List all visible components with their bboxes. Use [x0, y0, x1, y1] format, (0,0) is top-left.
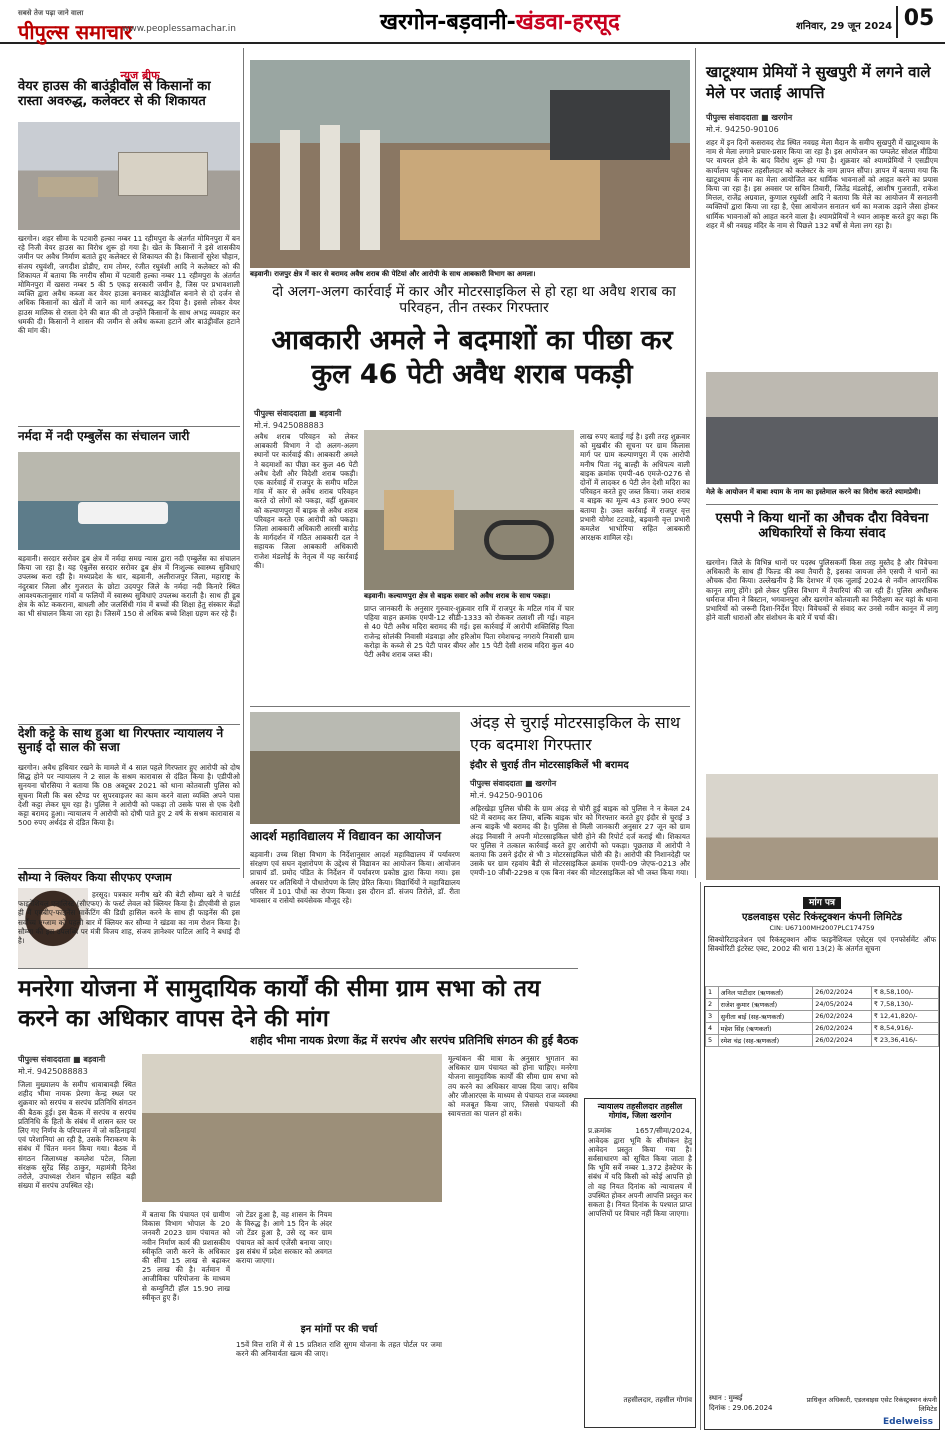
page-number: 05 [896, 6, 940, 38]
s8-subhead: इंदौर से चुराई तीन मोटरसाइकिलें भी बरामद [470, 760, 629, 771]
river-ambulance-photo [18, 452, 240, 550]
court-notice-sign: तहसीलदार, तहसील गोगांव [623, 1396, 692, 1405]
section-title-a: खरगोन-बड़वानी- [380, 10, 516, 35]
s9-col2: में बताया कि पंचायत एवं ग्रामीण विकास विभाग भोपाल के 20 जनवरी 2023 ग्राम पंचायत को नवीन निर्माण कार्य की प्रशासकीय स्वीकृति जारी करने के अधिकार की सीमा 15 लाख से बढ़ाकर 25 लाख की है। वर्तमान में आजीविका परियोजना के माध्यम से कम्युनिटी हॉल 15.90 लाख स्वीकृत हुए हैं। [142, 1210, 230, 1302]
column-rule [243, 48, 244, 878]
lead-mobile: मो.नं. 9425088883 [254, 421, 324, 430]
lead-photo-2 [364, 430, 574, 590]
notice-cell: 4 [706, 1022, 719, 1034]
s1-headline: वेयर हाउस की बाउंड्रीवॉल से किसानों का रास्ता अवरुद्ध, कलेक्टर से की शिकायत [18, 79, 211, 109]
notice-cell: महेश सिंह (ऋणकर्ता) [718, 1022, 813, 1034]
logo-sub: सबसे तेज पढ़ा जाने वाला [18, 8, 84, 17]
divider [18, 724, 240, 725]
notice-cell: ₹ 23,36,416/- [871, 1034, 938, 1046]
demand-notice-cin: CIN: U67100MH2007PLC174759 [769, 923, 875, 932]
divider [18, 968, 578, 969]
website-url[interactable]: www.peoplessamachar.in [122, 24, 236, 34]
s9-col1: जिला मुख्यालय के समीप धावाबावड़ी स्थित शहीद भीमा नायक प्रेरणा केन्द्र स्थल पर शुक्रवार को सरपंच व सरपंच प्रतिनिधि संगठन की बैठक हुई। इस बैठक में सरपंच व सरपंच प्रतिनिधि के हितों के संबंध में शासन स्तर पर लिए गए निर्णय के परिपालन में जो कठिनाइयां एवं परेशानियां आ रही है, उसके निराकरण के संबंध में चिंतन मनन किया गया। बैठक में संगठन जिलाध्यक्ष कमलेश पटेल, जिला संरक्षक सुरेंद्र सिंह ठाकुर, महामंत्री दिनेश तरोले, उपाध्यक्ष रोशन चौहान सहित बड़ी संख्या में सरपंच उपस्थित रहे। [18, 1080, 136, 1191]
s3-body: खरगोन। अवैध हथियार रखने के मामले में 4 साल पहले गिरफ्तार हुए आरोपी को दोष सिद्ध होने पर न्यायालय ने 2 साल के सश्रम कारावास से दंडित किया है। एडीपीओ सुनयना चौरसिया ने बताया कि 08 अक्टूबर 2021 को थाना कोतवाली पुलिस को सूचना मिली कि बस स्टैण्ड पर सुपरवाइजर का काम करने वाला व्यक्ति अपने पास देशी कट्टा लेकर घूम रहा है। पुलिस ने आरोपी को पकड़ा तो उसके पास से एक देशी कट्टा बरामद हुआ। न्यायालय ने आरोपी को दोषी पाते हुए 2 वर्ष के सश्रम कारावास व 500 रुपए अर्थदंड से दंडित किया है। [18, 763, 240, 828]
s9-photo [142, 1054, 442, 1202]
lead-photo-2-caption: बड़वानी। कल्याणपुरा क्षेत्र से बाइक सवार को अवैध शराब के साथ पकड़ा। [364, 592, 551, 600]
divider [18, 868, 240, 869]
logo-text: पीपुल्स समाचार [18, 20, 133, 44]
lead-strap: दो अलग-अलग कार्रवाई में कार और मोटरसाइकिल से हो रहा था अवैध शराब का परिवहन, तीन तस्कर गिरफ्तार [272, 284, 676, 317]
s4-body: हरसूद। पत्रकार मनीष खरे की बेटी सौम्या खरे ने चार्टर्ड फाइनेंशियल एनालिस्ट (सीएफए) के फर्स्ट लेवल को क्लियर किया है। डीएवीवी से हाल ही में एमबीए-फाइनेंस मार्केटिंग की डिग्री हासिल करने के साथ ही फाइनेंस की इस सर्वोच्च एग्जाम को पहली बार में क्लियर कर सौम्या ने खंडवा का नाम रोशन किया है। सौम्या की इस उपलब्धि पर मंत्री विजय शाह, संजय ज्ञानेश्वर पाटिल आदि ने बधाई दी है। [18, 890, 240, 946]
s9-inner-subhead: इन मांगों पर की चर्चा [300, 1324, 378, 1335]
divider [706, 504, 938, 505]
demand-notice-company: एडलवाइस एसेट रिकंस्ट्रक्शन कंपनी लिमिटेड [741, 912, 903, 923]
demand-notice-table [705, 986, 939, 1047]
notice-cell: 24/05/2024 [813, 998, 872, 1010]
s6-photo [706, 774, 938, 880]
notice-cell: 26/02/2024 [813, 986, 872, 998]
s9-byline: पीपुल्स संवाददाता ■ बड़वानी [18, 1055, 106, 1064]
s9-headline: मनरेगा योजना में सामुदायिक कार्यों की सीमा ग्राम सभा को तय करने का अधिकार वापस देने की मांग [18, 976, 541, 1032]
column-rule [700, 882, 701, 1430]
notice-cell: ₹ 8,54,916/- [871, 1022, 938, 1034]
notice-cell: सुनीता बाई (सह-ऋणकर्ता) [718, 1010, 813, 1022]
court-notice [584, 1098, 696, 1428]
lead-headline: आबकारी अमले ने बदमाशों का पीछा कर कुल 46 पेटी अवैध शराब पकड़ी [271, 325, 673, 390]
s7-photo [250, 712, 460, 824]
notice-row [706, 1034, 939, 1046]
masthead [0, 0, 945, 44]
warehouse-photo [18, 122, 240, 230]
news-brief-text: न्यूज ब्रीफ [120, 69, 160, 82]
s5-mobile: मो.नं. 94250-90106 [706, 125, 779, 134]
divider [250, 706, 690, 707]
s5-body: शहर में इन दिनों कसरावद रोड स्थित नवग्रह मेला मैदान के समीप सुखपुरी में खाटूश्याम के नाम से मेला लगाने प्रचार-प्रसार किया जा रहा है। इस आयोजन का पम्पलेट सोशल मीडिया पर वायरल होने के बाद विरोध शुरू हो गया है। शुक्रवार को श्यामप्रेमियों ने एसडीएम कार्यालय पहुंचकर तहसीलदार को कलेक्टर के नाम ज्ञापन सौंपा। ज्ञापन में बताया गया कि खाटूश्याम के नाम का मेला आयोजित कर धार्मिक भावनाओं को आहत करने का प्रयास किया जा रहा है। इस अवसर पर सचिन तिवारी, जितेंद्र मंडलोई, आशीष गुजराती, राकेश मित्तल, राजेंद्र अग्रवाल, कुणाल रघुवंशी आदि ने बताया कि मेले का आयोजन मैं सनातनी व्यक्तियों द्वारा किया जा रहा है, ऐसा आयोजन सनातन धर्म का मजाक उड़ाने जैसा होकर धार्मिक भावनाओं को आहत करने वाला है। श्यामप्रेमियों ने ध्यान आकृष्ट करते हुए कहा कि शहर में श्री नवग्रह मंदिर के नाम से पिछले 132 वर्षों से मेला लग रहा है। [706, 138, 938, 230]
divider [18, 426, 240, 427]
s1-body: खरगोन। शहर सीमा के पटवारी हल्का नम्बर 11 रहीमपुरा के अंतर्गत मोमिनपुरा में बन रहे निजी वेयर हाउस का विरोध शुरू हो गया है। खेत के किसानों ने इसे शासकीय जमीन पर अवैध निर्माण बताते हुए कलेक्टर से शिकायत की है। किसानों सुरेश चौहान, संजय रघुवंशी, जगदीश डोडीए, राम तोमर, रंजीत रघुवंशी आदि ने कलेक्टर को की शिकायत में बताया कि नगरीय सीमा में पटवारी हल्का नम्बर 11 रहीमपुरा के अंतर्गत मोमिनपुरा में खसरा नम्बर 5 की 5 एकड़ सरकारी जमीन है, जिस पर प्रभावशाली व्यक्ति द्वारा अवैध कब्जा कर वेयर हाउस बनाकर बाउंड्रीवॉल बनाने से दो दर्जन से अधिक किसानों का खेतों में जाने का मार्ग अवरुद्ध कर दिया है। इससे लोकर वेयर हाउस मालिक से रास्ता देने की बात की तो उन्होंने किसानों के साथ अभद्र व्यवहार कर धमकी दी। किसानों ने शासन की जमीन से अवैध कब्जा हटाने और बाउंड्रीवॉल हटाने की मांग की। [18, 234, 240, 336]
s5-caption: मेले के आयोजन में बाबा श्याम के नाम का इस्तेमाल करने का विरोध करते श्यामप्रेमी। [706, 488, 921, 496]
newspaper-logo [18, 8, 132, 45]
s5-byline: पीपुल्स संवाददाता ■ खरगोन [706, 113, 793, 122]
demand-notice-tag: मांग पत्र [803, 897, 841, 909]
notice-cell: ₹ 12,41,820/- [871, 1010, 938, 1022]
demand-notice [704, 886, 940, 1430]
demand-notice-date: दिनांक : 29.06.2024 [709, 1404, 773, 1412]
s7-body: बड़वानी। उच्च शिक्षा विभाग के निर्देशानुसार आदर्श महाविद्यालय में पर्यावरण संरक्षण एवं सघन वृक्षारोपण के उद्देश्य से विद्यावन का आयोजन किया। आयोजन प्राचार्य डॉ. प्रमोद पंडित के निर्देशन में पर्यावरण प्रकोष्ठ द्वारा किया गया। इस अवसर पर अतिथियों ने पौधारोपण के लिए प्रेरित किया। विद्यार्थियों ने महाविद्यालय परिसर में 101 पौधों का रोपण किया। इस दौरान डॉ. संजय तिरोले, डॉ. रीता भावसार व रासेयो स्वयंसेवक मौजूद रहे। [250, 850, 460, 906]
notice-cell: अनिल पाटीदार (ऋणकर्ता) [718, 986, 813, 998]
lead-photo-caption: बड़वानी। राजपुर क्षेत्र में कार से बरामद अवैध शराब की पेटियां और आरोपी के साथ आबकारी विभाग का अमला। [250, 270, 536, 278]
s3-headline: देशी कट्टे के साथ हुआ था गिरफ्तार न्यायालय ने सुनाई दो साल की सजा [18, 726, 224, 754]
lead-photo [250, 60, 690, 268]
notice-cell: 1 [706, 986, 719, 998]
s9-col3: जो टेंडर हुआ है, वह शासन के नियम के विरुद्ध है। आगे 15 दिन के अंदर जो टेंडर हुआ है, उसे रद्द कर ग्राम पंचायत को कार्य एजेंसी बनाया जाए। इस संबंध में प्रदेश सरकार को अवगत कराया जाएगा। [236, 1210, 332, 1266]
notice-cell: 2 [706, 998, 719, 1010]
s9-mobile: मो.नं. 9425088883 [18, 1067, 88, 1076]
demand-notice-intro: सिक्योरिटाइजेशन एवं रिकंस्ट्रक्शन ऑफ फाइनेंशियल एसेट्स एवं एनफोर्समेंट ऑफ सिक्योरिटी इंटरेस्ट एक्ट, 2002 की धारा 13(2) के अंतर्गत सूचना [708, 934, 936, 953]
s2-headline: नर्मदा में नदी एम्बुलेंस का संचालन जारी [18, 429, 190, 443]
section-title-b: खंडवा-हरसूद [515, 10, 620, 35]
s5-photo [706, 372, 938, 484]
notice-row [706, 1022, 939, 1034]
s6-body: खरगोन। जिले के विभिन्न थानों पर पदस्थ पुलिसकर्मी किस तरह मुस्तैद है और विवेचना अधिकारी के साथ ही फिल्ड की क्या तैयारी है, इसका जायजा लेने एसपी ने थानों का औचक दौरा किया। उल्लेखनीय है कि देशभर में एक जुलाई 2024 से नवीन आपराधिक कानून लागू होंगे। इसे लेकर पुलिस विभाग में तैयारियां की जा रही हैं। पुलिस अधीक्षक धर्मराज मीना ने बिस्टान, भगवानपुरा और खरगोन कोतवाली का निरीक्षण कर यहां के थाना प्रभारियों को जरूरी दिशा-निर्देश दिए। विवेचकों से संवाद कर उनसे नवीन कानून में लागू होने वाली धाराओं और संशोधन के बारे में चर्चा की। [706, 558, 938, 623]
lead-byline: पीपुल्स संवाददाता ■ बड़वानी [254, 409, 342, 418]
notice-cell: 26/02/2024 [813, 1034, 872, 1046]
notice-cell: राजेश कुमार (ऋणकर्ता) [718, 998, 813, 1010]
s8-headline: अंदड़ से चुराई मोटरसाइकिल के साथ एक बदमाश गिरफ्तार [470, 713, 681, 754]
column-rule [695, 48, 696, 878]
edelweiss-logo: Edelweiss [883, 1417, 933, 1427]
s8-byline: पीपुल्स संवाददाता ■ खरगोन [470, 779, 557, 788]
s9-col5: मूल्यांकन की मात्रा के अनुसार भुगतान का अधिकार ग्राम पंचायत को होना चाहिए। मनरेगा योजना सामुदायिक कार्यों की सीमा ग्राम सभा को तय करने का अधिकार वापस दिया जाए। सचिव और जीआरएस के माध्यम से पंचायत राज व्यवस्था को मजबूत किया जाए, जिससे पंचायतों की स्वायत्तता का पालन हो सके। [448, 1054, 578, 1119]
notice-cell: 5 [706, 1034, 719, 1046]
s8-body: अहिरखेड़ा पुलिस चौकी के ग्राम अंदड़ से चोरी हुई बाइक को पुलिस ने न केवल 24 घंटे में बरामद कर लिया, बल्कि बाइक चोर को गिरफ्तार करते हुए इंदौर से चुराई 3 अन्य बाइकें भी बरामद की है। पुलिस से मिली जानकारी अनुसार 27 जून को ग्राम अंदड़ निवासी ने अपनी मोटरसाइकिल चोरी होने की रिपोर्ट दर्ज कराई थी। शिकायत पर पुलिस ने तत्काल कार्रवाई करते हुए आरोपी को पकड़ा। पूछताछ में आरोपी ने बताया कि उसने इंदौर से भी 3 मोटरसाइकिल चोरी की है। आरोपी की निशानदेही पर उसके घर ग्राम रहवांय बैडी से मोटरसाइकिल क्रमांक एमपी-09 जेएफ-0213 और एमपी-10 जीबी-2298 व एक बिना नंबर की मोटरसाइकिल को भी जब्त किया गया। [470, 804, 690, 878]
section-title [380, 6, 620, 36]
s5-headline: खाटूश्याम प्रेमियों ने सुखपुरी में लगने वाले मेले पर जताई आपत्ति [706, 63, 931, 102]
lead-col2: प्राप्त जानकारी के अनुसार गुरुवार-शुक्रवार रात्रि में राजपुर के मटिल गांव में चार पहिया वाहन क्रमांक एमपी-12 सीडी-1333 को रोककर तलाशी ली गई। वाहन से 40 पेटी अवैध मदिरा बरामद की गई। इस कार्रवाई में आरोपी शक्तिसिंह पिता राजेन्द्र सोलंकी निवासी मंडवाड़ा और हरिओम पिता रमेशचन्द्र नगराये निवासी ग्राम करोड़ा के कब्जे से 25 पेटी पावर बीयर और 15 पेटी देसी शराब मदिरा कुल 40 पेटी अवैध शराब जब्त की। [364, 604, 574, 660]
notice-row [706, 1010, 939, 1022]
court-notice-title: न्यायालय तहसीलदार तहसील गोगांव, जिला खरगोन [597, 1102, 683, 1121]
lead-col1: अवैध शराब परिवहन को लेकर आबकारी विभाग ने दो अलग-अलग स्थानों पर कार्रवाई की। आबकारी अमले ने बदमाशों का पीछा कर कुल 46 पेटी अवैध देशी और विदेशी शराब पकड़ी। एक कार्रवाई में राजपुर के समीप मटिल गांव में कार से अवैध शराब परिवहन करते दो लोगों को पकड़ा, वहीं शुक्रवार को कल्याणपुरा में बाइक से अवैध शराब परिवहन करते एक आरोपी को पकड़ा। जिला आबकारी अधिकारी आरसी बारोड़ के मार्गदर्शन में गठित आबकारी दल ने सहायक जिला आबकारी अधिकारी राजेश मंडलोई के नेतृत्व में यह कार्रवाई की। [254, 432, 358, 570]
demand-notice-signature: प्राधिकृत अधिकारी, एडलवाइस एसेट रिकंस्ट्रक्शन कंपनी लिमिटेड [806, 1396, 937, 1413]
notice-cell: 26/02/2024 [813, 1010, 872, 1022]
s2-body: बड़वानी। सरदार सरोवर डूब क्षेत्र में नर्मदा समग्र न्यास द्वारा नदी एम्बुलेंस का संचालन किया जा रहा है। यह एंबुलेंस सरदार सरोवर डूब क्षेत्र में निःशुल्क स्वास्थ्य सुविधाएं उपलब्ध करा रही है। मध्यप्रदेश के धार, बड़वानी, अलीराजपुर जिला, महाराष्ट्र के नंदुरबार जिला और गुजरात के छोटा उदयपुर जिले के नर्मदा नदी किनारे स्थित आवश्यकतानुसार गांवों व फलियों में स्वास्थ्य सुविधाएं उपलब्ध कराती है। साथ ही डूब क्षेत्र के कोट ककराना, बाधली और जलसिंधी गांव में बच्चों की शिक्षा हेतु संस्कार केंद्रों का भी संचालन किया जा रहा है। जिसमें 150 से अधिक बच्चे शिक्षा ग्रहण कर रहे हैं। [18, 554, 240, 619]
court-notice-body: प्र.क्रमांक 1657/सीमा/2024, आवेदक द्वारा भूमि के सीमांकन हेतु आवेदन प्रस्तुत किया गया है। सर्वसाधारण को सूचित किया जाता है कि भूमि सर्वे नम्बर 1.372 हेक्टेयर के संबंध में यदि किसी को कोई आपत्ति हो तो वह नियत दिनांक को न्यायालय में उपस्थित होकर अपनी आपत्ति प्रस्तुत कर सकता है। नियत दिनांक के पश्चात प्राप्त आपत्तियों पर विचार नहीं किया जाएगा। [588, 1126, 693, 1219]
notice-row [706, 986, 939, 998]
notice-cell: ₹ 7,58,130/- [871, 998, 938, 1010]
s6-headline: एसपी ने किया थानों का औचक दौरा विवेचना अधिकारियों से किया संवाद [715, 511, 929, 541]
s7-headline: आदर्श महाविद्यालय में विद्यावन का आयोजन [250, 829, 442, 843]
notice-cell: रमेश चंद्र (सह-ऋणकर्ता) [718, 1034, 813, 1046]
notice-row [706, 998, 939, 1010]
s8-mobile: मो.नं. 94250-90106 [470, 791, 543, 800]
demand-notice-place: स्थान : मुम्बई [709, 1394, 743, 1402]
notice-cell: ₹ 8,58,100/- [871, 986, 938, 998]
s9-subhead: शहीद भीमा नायक प्रेरणा केंद्र में सरपंच और सरपंच प्रतिनिधि संगठन की हुई बैठक [250, 1034, 578, 1047]
dateline: शनिवार, 29 जून 2024 [796, 21, 893, 32]
notice-cell: 26/02/2024 [813, 1022, 872, 1034]
lead-col3: लाख रुपए बताई गई है। इसी तरह शुक्रवार को मुखबीर की सूचना पर ग्राम किलास मार्ग पर ग्राम कल्याणपुरा में एक आरोपी मनीष पिता नंदू बाल्ही के अधिपत्य वाली बाइक क्रमांक एमपी-46 एमजे-0276 से दोनों में लादकर 6 पेटी लेन देशी मदिरा का परिवहन करते हुए जब्त किया। जब्त शराब व बाइक का मूल्य 43 हजार 900 रुपए बताया है। उक्त कार्रवाई में राजपुर वृत्त प्रभारी योगेश टटवाड़े, बड़वानी वृत्त प्रभारी कमलेश भाभोरिया सहित आबकारी आरक्षक शामिल रहे। [580, 432, 690, 543]
notice-cell: 3 [706, 1010, 719, 1022]
s4-headline: सौम्या ने क्लियर किया सीएफए एग्जाम [18, 871, 172, 884]
s9-col4: 15वें वित्त राशि में से 15 प्रतिशत राशि सुगम योजना के तहत पोर्टल पर जमा करने की अनिवार्यता खत्म की जाए। [236, 1340, 442, 1359]
